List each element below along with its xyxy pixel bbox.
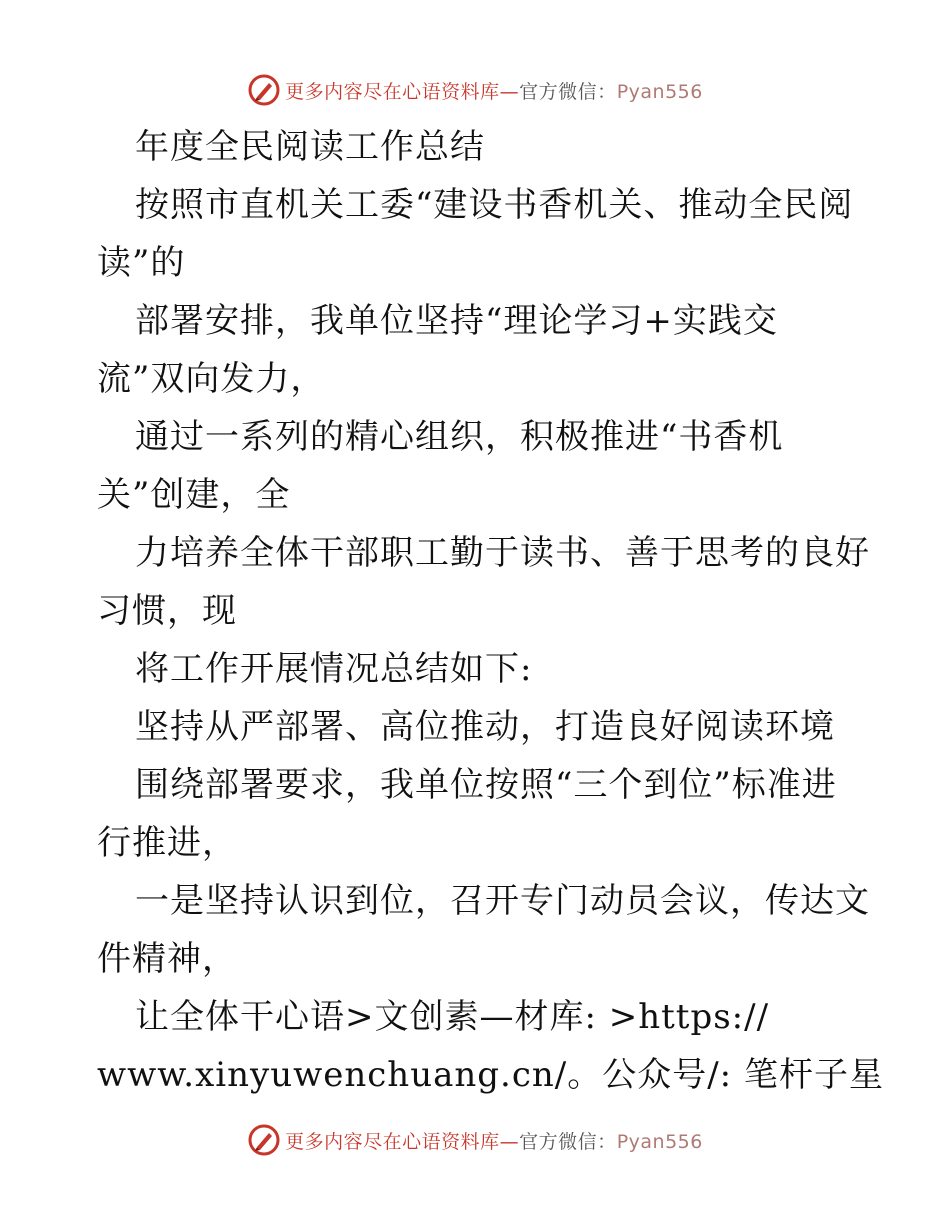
document-line: 通过一系列的精心组织，积极推进“书香机 bbox=[135, 417, 784, 457]
banner-wechat-label: 官方微信： bbox=[519, 80, 617, 103]
banner-dash: — bbox=[499, 1130, 520, 1153]
document-line: www.xinyuwenchuang.cn/。公众号/: 笔杆子星 bbox=[97, 1055, 884, 1095]
document-line: 关”创建，全 bbox=[97, 475, 291, 515]
pen-logo-icon bbox=[247, 1123, 281, 1157]
document-body bbox=[97, 118, 884, 1104]
document-line: 将工作开展情况总结如下: bbox=[135, 649, 533, 689]
document-line: 部署安排，我单位坚持“理论学习+实践交 bbox=[135, 301, 778, 341]
document-line: 件精神， bbox=[97, 939, 237, 979]
document-line: 行推进， bbox=[97, 823, 237, 863]
banner-text bbox=[285, 1127, 703, 1154]
banner-main-text: 更多内容尽在心语资料库 bbox=[285, 80, 500, 103]
banner-text bbox=[285, 77, 703, 104]
document-line: 坚持从严部署、高位推动，打造良好阅读环境 bbox=[135, 707, 835, 747]
banner-main-text: 更多内容尽在心语资料库 bbox=[285, 1130, 500, 1153]
banner-wechat-label: 官方微信： bbox=[519, 1130, 617, 1153]
document-line: 让全体干心语>文创素—材库: >https:// bbox=[135, 997, 770, 1037]
header-banner bbox=[0, 70, 950, 110]
document-line: 流”双向发力， bbox=[97, 359, 326, 399]
document-line: 一是坚持认识到位，召开专门动员会议，传达文 bbox=[135, 881, 870, 921]
document-line: 围绕部署要求，我单位按照“三个到位”标准进 bbox=[135, 765, 837, 805]
document-line: 读”的 bbox=[97, 243, 186, 283]
document-line: 习惯，现 bbox=[97, 591, 237, 631]
pen-logo-icon bbox=[247, 73, 281, 107]
document-line: 年度全民阅读工作总结 bbox=[135, 127, 485, 167]
banner-account-id: Pyan556 bbox=[616, 80, 703, 103]
banner-dash: — bbox=[499, 80, 520, 103]
banner-account-id: Pyan556 bbox=[616, 1130, 703, 1153]
document-line: 按照市直机关工委“建设书香机关、推动全民阅 bbox=[135, 185, 854, 225]
document-line: 力培养全体干部职工勤于读书、善于思考的良好 bbox=[135, 533, 870, 573]
footer-banner bbox=[0, 1120, 950, 1160]
